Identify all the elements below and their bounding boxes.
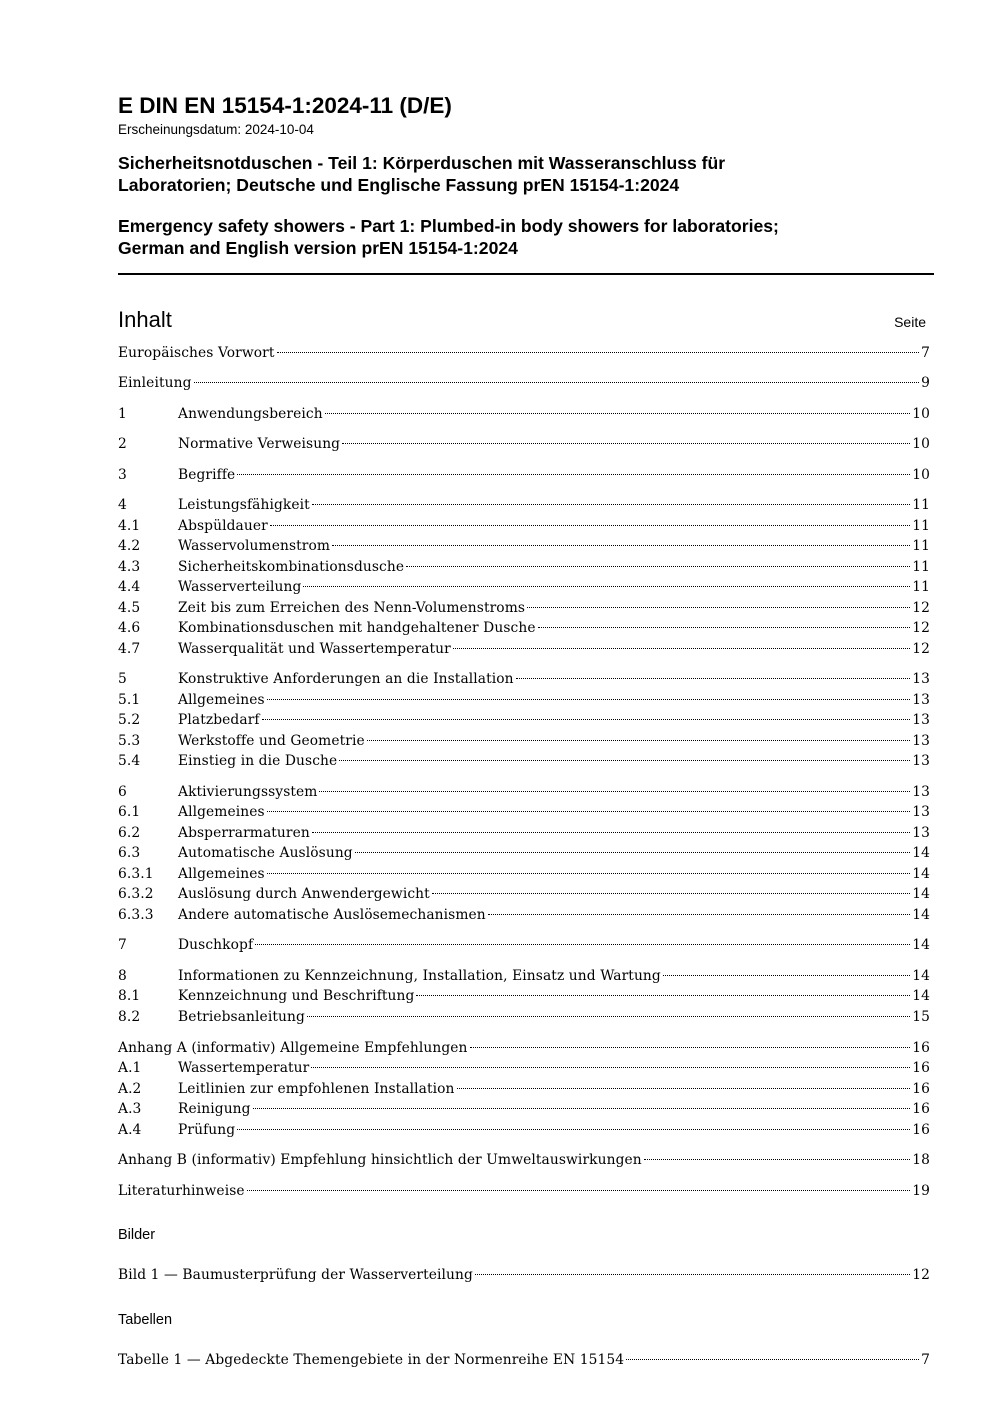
dot-leader: [319, 791, 910, 792]
toc-entry-text: Werkstoffe und Geometrie: [178, 733, 365, 749]
dot-leader: [416, 995, 910, 996]
toc-entry-text: Zeit bis zum Erreichen des Nenn-Volumenstroms: [178, 600, 526, 616]
toc-entry[interactable]: [118, 731, 930, 751]
toc-entry-text: Allgemeines: [178, 804, 265, 820]
toc-entry[interactable]: [118, 577, 930, 597]
toc-entry-page: 13: [912, 692, 930, 708]
dot-leader: [663, 975, 910, 976]
toc-entry-text: Anhang B (informativ) Empfehlung hinsichtlich der Umweltauswirkungen: [118, 1152, 642, 1168]
toc-entry-text: Einstieg in die Dusche: [178, 753, 338, 769]
toc-entry[interactable]: [118, 1099, 930, 1119]
toc-entry-page: 12: [912, 600, 930, 616]
dot-leader: [312, 504, 910, 505]
dot-leader: [406, 566, 910, 567]
toc-entry-page: 13: [912, 804, 930, 820]
toc-heading: Inhalt: [118, 307, 172, 332]
toc-entry[interactable]: [118, 557, 930, 577]
toc-entry[interactable]: [118, 343, 930, 363]
toc-entry[interactable]: [118, 516, 930, 536]
dot-leader: [355, 852, 910, 853]
toc-entry-page: 19: [912, 1183, 930, 1199]
toc-entry-number: 6.3.1: [118, 866, 154, 882]
dot-leader: [253, 1108, 911, 1109]
dot-leader: [626, 1359, 919, 1360]
dot-leader: [267, 699, 911, 700]
toc-entry-text: Begriffe: [178, 467, 236, 483]
toc-entry[interactable]: [118, 404, 930, 424]
dot-leader: [342, 443, 910, 444]
document-id: E DIN EN 15154-1:2024-11 (D/E): [118, 93, 452, 118]
toc-entry[interactable]: [118, 823, 930, 843]
toc-entry-number: A.3: [118, 1101, 142, 1117]
dot-leader: [267, 873, 911, 874]
dot-leader: [527, 607, 910, 608]
toc-entry[interactable]: [118, 465, 930, 485]
toc-entry-text: Abspüldauer: [178, 518, 268, 534]
toc-entry-text: Aktivierungssystem: [178, 784, 318, 800]
toc-entry-text: Wasserverteilung: [178, 579, 302, 595]
dot-leader: [453, 648, 910, 649]
toc-entry-text: Duschkopf: [178, 937, 254, 953]
dot-leader: [332, 545, 910, 546]
toc-entry-page: 12: [912, 641, 930, 657]
toc-entry-page: 13: [912, 825, 930, 841]
tables-label: Tabellen: [118, 1312, 173, 1328]
toc-entry-text: Leistungsfähigkeit: [178, 497, 310, 513]
toc-entry[interactable]: [118, 669, 930, 689]
toc-entry-number: 4.3: [118, 559, 141, 575]
toc-entry[interactable]: [118, 373, 930, 393]
toc-entry-number: 6: [118, 784, 127, 800]
dot-leader: [277, 352, 920, 353]
toc-entry-number: 5: [118, 671, 127, 687]
toc-entry-page: 11: [912, 559, 930, 575]
toc-entry-text: Reinigung: [178, 1101, 251, 1117]
toc-entry-page: 16: [912, 1060, 930, 1076]
toc-entry-text: Kennzeichnung und Beschriftung: [178, 988, 415, 1004]
toc-entry-text: Wassertemperatur: [178, 1060, 310, 1076]
toc-entry-page: 9: [921, 375, 930, 391]
toc-entry-page: 12: [912, 620, 930, 636]
title-english: [118, 215, 934, 259]
table-entry[interactable]: [118, 1350, 930, 1370]
toc-entry-text: Prüfung: [178, 1122, 236, 1138]
header-divider: [118, 273, 934, 275]
toc-entry-number: 1: [118, 406, 127, 422]
dot-leader: [267, 811, 911, 812]
toc-entry-page: 18: [912, 1152, 930, 1168]
toc-entry-number: 5.3: [118, 733, 141, 749]
toc-entry[interactable]: [118, 884, 930, 904]
dot-leader: [307, 1016, 910, 1017]
toc-entry[interactable]: [118, 639, 930, 659]
toc-entry-text: Informationen zu Kennzeichnung, Installation, Einsatz und Wartung: [178, 968, 661, 984]
toc-entry-text: Sicherheitskombinationsdusche: [178, 559, 405, 575]
toc-entry-page: 13: [912, 784, 930, 800]
toc-entry-text: Literaturhinweise: [118, 1183, 245, 1199]
toc-entry-page: 14: [912, 907, 930, 923]
toc-entry-number: 5.2: [118, 712, 141, 728]
toc-entry-number: 6.3.2: [118, 886, 154, 902]
title-german-line-2: Laboratorien; Deutsche und Englische Fassung prEN 15154-1:2024: [118, 175, 680, 195]
dot-leader: [475, 1274, 910, 1275]
toc-entry-number: 4.4: [118, 579, 141, 595]
toc-entry-text: Kombinationsduschen mit handgehaltener Dusche: [178, 620, 536, 636]
toc-header: [118, 305, 926, 335]
dot-leader: [644, 1159, 910, 1160]
toc-entry-page: 13: [912, 753, 930, 769]
toc-entry-text: Konstruktive Anforderungen an die Installation: [178, 671, 514, 687]
toc-entry-page: 11: [912, 518, 930, 534]
toc-entry-number: A.2: [118, 1081, 142, 1097]
toc-entry[interactable]: [118, 536, 930, 556]
toc-entry-page: 10: [912, 467, 930, 483]
toc-entry-page: 11: [912, 497, 930, 513]
toc-entry[interactable]: [118, 966, 930, 986]
toc-entry-number: A.4: [118, 1122, 142, 1138]
title-german-line-1: Sicherheitsnotduschen - Teil 1: Körperduschen mit Wasseranschluss für: [118, 153, 726, 173]
dot-leader: [270, 525, 910, 526]
toc-entry[interactable]: [118, 986, 930, 1006]
toc-entry-number: 3: [118, 467, 127, 483]
figures-label: Bilder: [118, 1227, 156, 1243]
toc-entry-number: 6.3.3: [118, 907, 154, 923]
dot-leader: [432, 893, 910, 894]
dot-leader: [311, 1067, 910, 1068]
toc-entry-page: 14: [912, 988, 930, 1004]
dot-leader: [325, 413, 911, 414]
toc-entry-number: A.1: [118, 1060, 142, 1076]
toc-entry-page: 10: [912, 436, 930, 452]
toc-entry[interactable]: [118, 495, 930, 515]
toc-entry[interactable]: [118, 710, 930, 730]
toc-entry-text: Betriebsanleitung: [178, 1009, 305, 1025]
toc-entry-number: 4.7: [118, 641, 141, 657]
dot-leader: [367, 740, 911, 741]
toc-entry[interactable]: [118, 864, 930, 884]
toc-entry[interactable]: [118, 618, 930, 638]
toc-entry-text: Absperrarmaturen: [178, 825, 310, 841]
toc-entry[interactable]: [118, 598, 930, 618]
toc-entry[interactable]: [118, 1038, 930, 1058]
toc-page-label: Seite: [894, 314, 926, 330]
toc-entry-number: 4.6: [118, 620, 141, 636]
toc-entry-number: 4.5: [118, 600, 141, 616]
toc-entry-number: 4: [118, 497, 127, 513]
dot-leader: [488, 914, 910, 915]
title-english-line-1: Emergency safety showers - Part 1: Plumbed-in body showers for laboratories;: [118, 216, 779, 236]
dot-leader: [237, 474, 910, 475]
toc-entry[interactable]: [118, 1150, 930, 1170]
title-english-line-2: German and English version prEN 15154-1:2024: [118, 238, 518, 258]
toc-entry-page: 13: [912, 733, 930, 749]
toc-entry-number: 4.1: [118, 518, 141, 534]
toc-entry-number: 8.2: [118, 1009, 141, 1025]
title-german: [118, 152, 934, 196]
toc-entry-text: Auslösung durch Anwendergewicht: [178, 886, 430, 902]
toc-entry-page: 14: [912, 866, 930, 882]
toc-entry-number: 5.4: [118, 753, 141, 769]
toc-entry-page: 10: [912, 406, 930, 422]
toc-entry-number: 2: [118, 436, 127, 452]
toc-entry-text: Europäisches Vorwort: [118, 345, 275, 361]
toc-entry[interactable]: [118, 1058, 930, 1078]
toc-entry-number: 5.1: [118, 692, 141, 708]
toc-entry-text: Allgemeines: [178, 866, 265, 882]
dot-leader: [303, 586, 910, 587]
toc-entry[interactable]: [118, 905, 930, 925]
toc-entry-text: Automatische Auslösung: [178, 845, 353, 861]
dot-leader: [262, 719, 911, 720]
dot-leader: [516, 678, 911, 679]
toc-entry-number: 8: [118, 968, 127, 984]
document-header: [118, 92, 934, 259]
toc-entry-page: 14: [912, 968, 930, 984]
toc-entry-page: 13: [912, 712, 930, 728]
toc-entry[interactable]: [118, 434, 930, 454]
table-entry-text: Tabelle 1 — Abgedeckte Themengebiete in der Normenreihe EN 15154: [118, 1352, 625, 1368]
toc-entry-text: Wasservolumenstrom: [178, 538, 331, 554]
toc-entry-page: 14: [912, 845, 930, 861]
toc-entry-page: 16: [912, 1040, 930, 1056]
toc-entry[interactable]: [118, 1120, 930, 1140]
toc-entry-text: Anwendungsbereich: [178, 406, 323, 422]
dot-leader: [538, 627, 911, 628]
toc-entry-page: 14: [912, 886, 930, 902]
toc-entry-number: 6.1: [118, 804, 141, 820]
toc-entry[interactable]: [118, 1007, 930, 1027]
toc-entry-page: 14: [912, 937, 930, 953]
figure-entry[interactable]: [118, 1265, 930, 1285]
toc-entry-number: 6.3: [118, 845, 141, 861]
figure-entry-page: 12: [912, 1267, 930, 1283]
toc-entry-text: Platzbedarf: [178, 712, 260, 728]
figure-entry-text: Bild 1 — Baumusterprüfung der Wasserverteilung: [118, 1267, 473, 1283]
toc-entry-page: 16: [912, 1081, 930, 1097]
toc-entry-number: 8.1: [118, 988, 141, 1004]
toc-entry-number: 6.2: [118, 825, 141, 841]
toc-entry-page: 16: [912, 1122, 930, 1138]
dot-leader: [470, 1047, 911, 1048]
toc-entry-page: 13: [912, 671, 930, 687]
toc-entry-text: Normative Verweisung: [178, 436, 341, 452]
toc-entry[interactable]: [118, 802, 930, 822]
publication-date: Erscheinungsdatum: 2024-10-04: [118, 122, 314, 137]
table-entry-page: 7: [921, 1352, 930, 1368]
toc-entry[interactable]: [118, 782, 930, 802]
dot-leader: [247, 1190, 911, 1191]
toc-entry-page: 16: [912, 1101, 930, 1117]
dot-leader: [255, 944, 910, 945]
toc-entry-page: 11: [912, 538, 930, 554]
toc-entry-number: 7: [118, 937, 127, 953]
toc-entry[interactable]: [118, 843, 930, 863]
dot-leader: [457, 1088, 911, 1089]
toc-entry-page: 7: [921, 345, 930, 361]
toc-entry[interactable]: [118, 1181, 930, 1201]
toc-entry-text: Wasserqualität und Wassertemperatur: [178, 641, 451, 657]
toc-entry-number: 4.2: [118, 538, 141, 554]
toc-entry-page: 11: [912, 579, 930, 595]
dot-leader: [194, 382, 920, 383]
dot-leader: [312, 832, 910, 833]
toc-entry[interactable]: [118, 1079, 930, 1099]
toc-entry-text: Einleitung: [118, 375, 192, 391]
toc-entry-page: 15: [912, 1009, 930, 1025]
dot-leader: [237, 1129, 910, 1130]
toc-entry[interactable]: [118, 690, 930, 710]
toc-entry-text: Leitlinien zur empfohlenen Installation: [178, 1081, 455, 1097]
toc-entry-text: Anhang A (informativ) Allgemeine Empfehlungen: [118, 1040, 468, 1056]
toc-entry[interactable]: [118, 751, 930, 771]
toc-entry-text: Allgemeines: [178, 692, 265, 708]
toc-entry[interactable]: [118, 935, 930, 955]
dot-leader: [339, 760, 910, 761]
toc-entry-text: Andere automatische Auslösemechanismen: [178, 907, 486, 923]
